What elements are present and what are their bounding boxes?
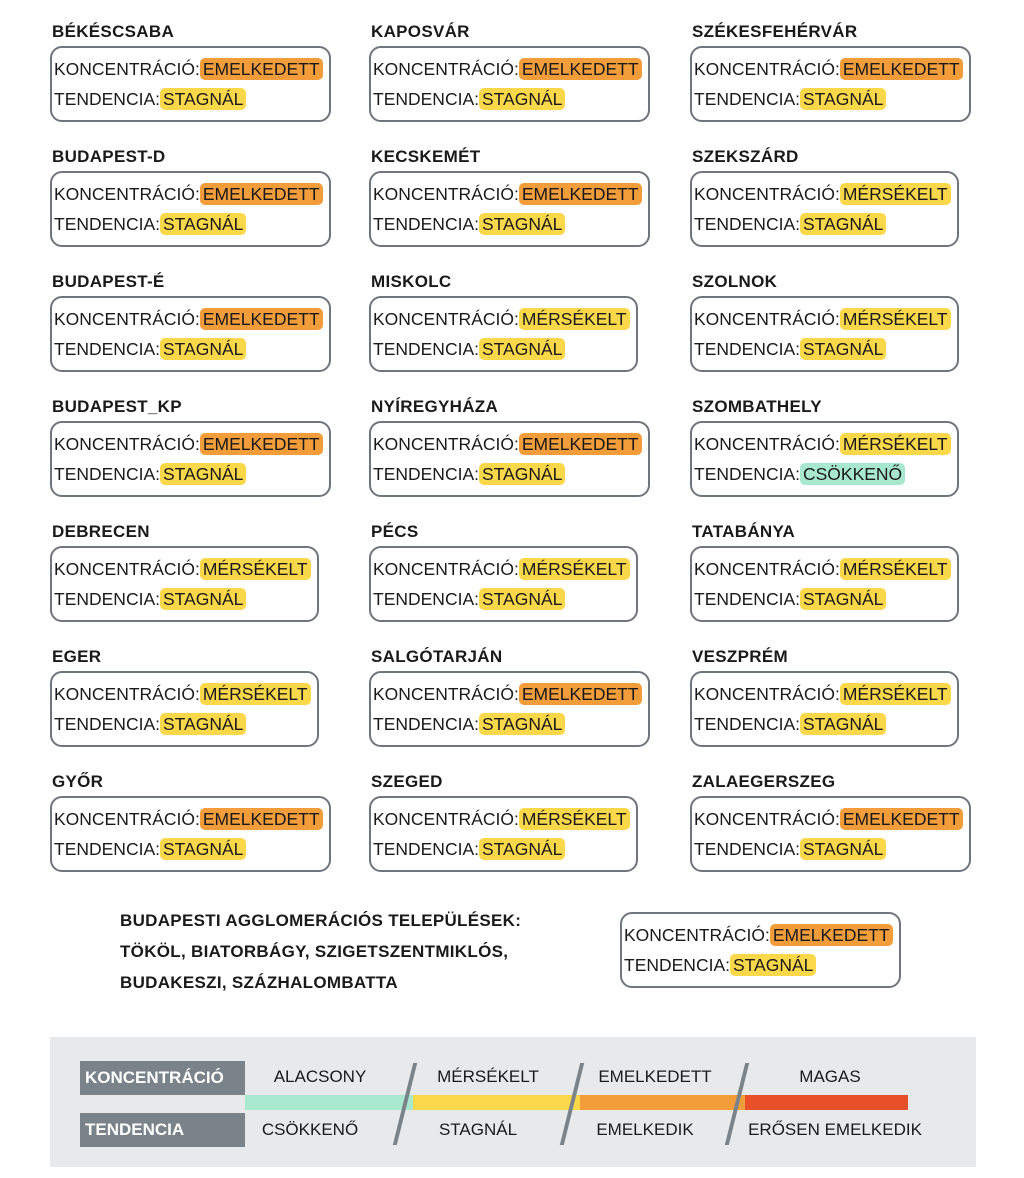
city-name: SZOLNOK xyxy=(692,272,778,291)
concentration-label: KONCENTRÁCIÓ: xyxy=(373,684,519,704)
city-name: MISKOLC xyxy=(371,272,452,291)
city-name: PÉCS xyxy=(371,522,419,541)
city-name: KAPOSVÁR xyxy=(371,22,470,41)
concentration-label: KONCENTRÁCIÓ: xyxy=(624,925,770,945)
concentration-label: KONCENTRÁCIÓ: xyxy=(694,559,840,579)
concentration-value: MÉRSÉKELT xyxy=(840,183,951,205)
trend-label: TENDENCIA: xyxy=(373,214,479,234)
concentration-label: KONCENTRÁCIÓ: xyxy=(373,809,519,829)
trend-value: STAGNÁL xyxy=(800,88,886,110)
agglomeration-line: BUDAPESTI AGGLOMERÁCIÓS TELEPÜLÉSEK: xyxy=(120,911,522,930)
concentration-value: EMELKEDETT xyxy=(519,683,642,705)
concentration-value: MÉRSÉKELT xyxy=(840,433,951,455)
concentration-label: KONCENTRÁCIÓ: xyxy=(694,809,840,829)
city-card xyxy=(690,22,1010,122)
concentration-value: MÉRSÉKELT xyxy=(519,558,630,580)
status-box xyxy=(50,171,331,247)
trend-label: TENDENCIA: xyxy=(373,589,479,609)
concentration-label: KONCENTRÁCIÓ: xyxy=(694,434,840,454)
legend-concentration-label: KONCENTRÁCIÓ xyxy=(80,1061,245,1095)
concentration-label: KONCENTRÁCIÓ: xyxy=(54,184,200,204)
legend-color-bar xyxy=(745,1095,908,1110)
trend-value: STAGNÁL xyxy=(479,88,565,110)
trend-label: TENDENCIA: xyxy=(694,89,800,109)
trend-label: TENDENCIA: xyxy=(54,89,160,109)
status-box xyxy=(50,796,331,872)
city-name: KECSKEMÉT xyxy=(371,147,481,166)
trend-value: STAGNÁL xyxy=(800,213,886,235)
concentration-value: MÉRSÉKELT xyxy=(840,683,951,705)
legend-concentration-level: ALACSONY xyxy=(273,1067,367,1086)
city-card xyxy=(50,272,370,372)
city-name: BÉKÉSCSABA xyxy=(52,22,175,41)
city-name: NYÍREGYHÁZA xyxy=(371,397,499,416)
concentration-label: KONCENTRÁCIÓ: xyxy=(373,59,519,79)
status-box xyxy=(369,296,638,372)
legend-color-bar xyxy=(245,1095,413,1110)
city-card xyxy=(369,522,689,622)
city-card xyxy=(50,647,370,747)
city-card xyxy=(369,272,689,372)
trend-label: TENDENCIA: xyxy=(694,714,800,734)
trend-value: STAGNÁL xyxy=(479,713,565,735)
city-card xyxy=(369,397,689,497)
city-name: EGER xyxy=(52,647,102,666)
city-card xyxy=(369,22,689,122)
trend-value: STAGNÁL xyxy=(160,88,246,110)
city-card xyxy=(369,147,689,247)
legend-concentration-level: EMELKEDETT xyxy=(598,1067,712,1086)
concentration-value: EMELKEDETT xyxy=(200,308,323,330)
trend-value: STAGNÁL xyxy=(800,713,886,735)
concentration-label: KONCENTRÁCIÓ: xyxy=(694,184,840,204)
city-name: TATABÁNYA xyxy=(692,522,796,541)
status-box xyxy=(369,546,638,622)
trend-label: TENDENCIA: xyxy=(373,89,479,109)
trend-label: TENDENCIA: xyxy=(54,214,160,234)
trend-value: STAGNÁL xyxy=(160,588,246,610)
concentration-value: EMELKEDETT xyxy=(200,433,323,455)
legend-trend-label: TENDENCIA xyxy=(80,1113,245,1147)
trend-label: TENDENCIA: xyxy=(54,839,160,859)
concentration-value: MÉRSÉKELT xyxy=(200,683,311,705)
concentration-value: EMELKEDETT xyxy=(840,808,963,830)
city-card xyxy=(50,22,370,122)
concentration-label: KONCENTRÁCIÓ: xyxy=(373,434,519,454)
status-box xyxy=(50,296,331,372)
concentration-value: MÉRSÉKELT xyxy=(519,808,630,830)
status-box xyxy=(50,671,319,747)
agglomeration-line: TÖKÖL, BIATORBÁGY, SZIGETSZENTMIKLÓS, xyxy=(120,942,509,961)
status-box xyxy=(50,421,331,497)
city-name: BUDAPEST_KP xyxy=(52,397,182,416)
trend-value: CSÖKKENŐ xyxy=(800,463,905,485)
trend-label: TENDENCIA: xyxy=(54,589,160,609)
legend-color-bar xyxy=(580,1095,745,1110)
trend-label: TENDENCIA: xyxy=(694,589,800,609)
concentration-label: KONCENTRÁCIÓ: xyxy=(694,309,840,329)
legend-trend-level: ERŐSEN EMELKEDIK xyxy=(748,1120,922,1139)
agglomeration-text xyxy=(120,905,521,998)
trend-value: STAGNÁL xyxy=(160,463,246,485)
status-box xyxy=(690,796,971,872)
trend-value: STAGNÁL xyxy=(479,838,565,860)
trend-value: STAGNÁL xyxy=(160,213,246,235)
concentration-value: EMELKEDETT xyxy=(519,183,642,205)
city-name: SZÉKESFEHÉRVÁR xyxy=(692,22,858,41)
concentration-label: KONCENTRÁCIÓ: xyxy=(54,684,200,704)
status-box xyxy=(369,421,650,497)
legend-trend-level: STAGNÁL xyxy=(438,1120,518,1139)
status-box xyxy=(690,546,959,622)
status-box xyxy=(50,546,319,622)
trend-label: TENDENCIA: xyxy=(694,214,800,234)
concentration-label: KONCENTRÁCIÓ: xyxy=(54,59,200,79)
legend-trend-level: EMELKEDIK xyxy=(596,1120,694,1139)
city-card xyxy=(690,147,1010,247)
status-box xyxy=(690,421,959,497)
city-card xyxy=(369,647,689,747)
status-box xyxy=(690,296,959,372)
city-name: DEBRECEN xyxy=(52,522,150,541)
status-box xyxy=(369,171,650,247)
city-card xyxy=(690,522,1010,622)
concentration-label: KONCENTRÁCIÓ: xyxy=(54,434,200,454)
city-name: SZEKSZÁRD xyxy=(692,147,799,166)
concentration-value: EMELKEDETT xyxy=(519,433,642,455)
city-card xyxy=(50,147,370,247)
trend-value: STAGNÁL xyxy=(160,338,246,360)
city-card xyxy=(690,272,1010,372)
legend-concentration-level: MAGAS xyxy=(799,1067,861,1086)
trend-label: TENDENCIA: xyxy=(694,339,800,359)
trend-value: STAGNÁL xyxy=(160,713,246,735)
concentration-label: KONCENTRÁCIÓ: xyxy=(373,309,519,329)
concentration-label: KONCENTRÁCIÓ: xyxy=(373,184,519,204)
trend-value: STAGNÁL xyxy=(800,338,886,360)
legend xyxy=(50,1037,976,1167)
concentration-label: KONCENTRÁCIÓ: xyxy=(694,59,840,79)
concentration-value: MÉRSÉKELT xyxy=(519,308,630,330)
trend-value: STAGNÁL xyxy=(479,213,565,235)
trend-label: TENDENCIA: xyxy=(373,464,479,484)
concentration-value: MÉRSÉKELT xyxy=(200,558,311,580)
concentration-value: EMELKEDETT xyxy=(519,58,642,80)
trend-value: STAGNÁL xyxy=(479,338,565,360)
concentration-label: KONCENTRÁCIÓ: xyxy=(54,809,200,829)
trend-label: TENDENCIA: xyxy=(373,839,479,859)
agglomeration-line: BUDAKESZI, SZÁZHALOMBATTA xyxy=(120,973,398,992)
legend-trend-level: CSÖKKENŐ xyxy=(261,1120,359,1139)
city-name: BUDAPEST-D xyxy=(52,147,166,166)
status-box xyxy=(50,46,331,122)
status-box xyxy=(369,46,650,122)
trend-label: TENDENCIA: xyxy=(54,464,160,484)
city-card xyxy=(50,522,370,622)
city-card xyxy=(690,647,1010,747)
concentration-value: EMELKEDETT xyxy=(200,808,323,830)
trend-label: TENDENCIA: xyxy=(54,339,160,359)
trend-value: STAGNÁL xyxy=(800,588,886,610)
trend-value: STAGNÁL xyxy=(800,838,886,860)
city-name: SZEGED xyxy=(371,772,443,791)
trend-label: TENDENCIA: xyxy=(54,714,160,734)
trend-label: TENDENCIA: xyxy=(373,339,479,359)
city-card xyxy=(690,397,1010,497)
concentration-label: KONCENTRÁCIÓ: xyxy=(54,559,200,579)
concentration-value: EMELKEDETT xyxy=(200,183,323,205)
trend-value: STAGNÁL xyxy=(479,463,565,485)
trend-label: TENDENCIA: xyxy=(694,839,800,859)
trend-label: TENDENCIA: xyxy=(694,464,800,484)
status-box xyxy=(369,796,638,872)
city-name: SALGÓTARJÁN xyxy=(371,647,503,666)
legend-color-bar xyxy=(413,1095,580,1110)
trend-label: TENDENCIA: xyxy=(624,955,730,975)
concentration-value: EMELKEDETT xyxy=(770,924,893,946)
city-name: ZALAEGERSZEG xyxy=(692,772,836,791)
status-box xyxy=(690,171,959,247)
city-card xyxy=(369,772,689,872)
city-name: GYŐR xyxy=(52,772,104,791)
trend-value: STAGNÁL xyxy=(730,954,816,976)
city-card xyxy=(50,772,370,872)
agglomeration-card xyxy=(620,912,901,988)
city-card xyxy=(690,772,1010,872)
concentration-value: EMELKEDETT xyxy=(840,58,963,80)
city-name: BUDAPEST-É xyxy=(52,272,165,291)
city-name: VESZPRÉM xyxy=(692,647,788,666)
concentration-label: KONCENTRÁCIÓ: xyxy=(373,559,519,579)
concentration-value: EMELKEDETT xyxy=(200,58,323,80)
concentration-value: MÉRSÉKELT xyxy=(840,558,951,580)
trend-value: STAGNÁL xyxy=(160,838,246,860)
city-name: SZOMBATHELY xyxy=(692,397,822,416)
trend-label: TENDENCIA: xyxy=(373,714,479,734)
concentration-label: KONCENTRÁCIÓ: xyxy=(54,309,200,329)
trend-value: STAGNÁL xyxy=(479,588,565,610)
legend-concentration-level: MÉRSÉKELT xyxy=(437,1067,539,1086)
status-box xyxy=(369,671,650,747)
concentration-value: MÉRSÉKELT xyxy=(840,308,951,330)
city-card xyxy=(50,397,370,497)
status-box xyxy=(690,46,971,122)
status-box xyxy=(690,671,959,747)
concentration-label: KONCENTRÁCIÓ: xyxy=(694,684,840,704)
